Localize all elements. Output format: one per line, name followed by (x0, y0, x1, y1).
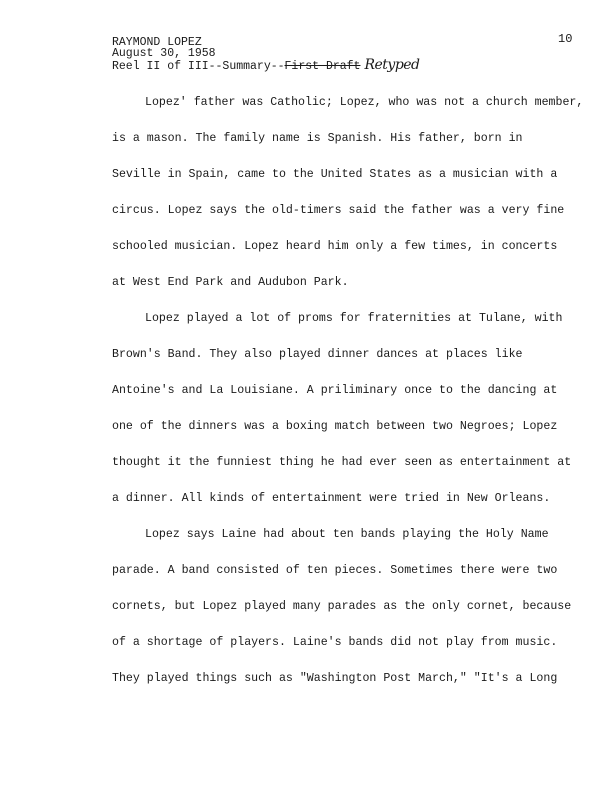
text-line: Lopez says Laine had about ten bands playing the Holy Name (145, 528, 549, 541)
handwritten-note: Retyped (364, 57, 420, 73)
text-line: at West End Park and Audubon Park. (112, 276, 349, 289)
text-line: is a mason. The family name is Spanish. His father, born in (112, 132, 523, 145)
text-line: They played things such as "Washington Post March," "It's a Long (112, 672, 558, 685)
text-line: parade. A band consisted of ten pieces. Sometimes there were two (112, 564, 558, 577)
text-line: schooled musician. Lopez heard him only a few times, in concerts (112, 240, 558, 253)
text-line: one of the dinners was a boxing match between two Negroes; Lopez (112, 420, 558, 433)
text-line: cornets, but Lopez played many parades as the only cornet, because (112, 600, 572, 613)
text-line: thought it the funniest thing he had ever seen as entertainment at (112, 456, 572, 469)
struck-draft-label: First Draft (284, 60, 361, 73)
text-line: Antoine's and La Louisiane. A priliminary once to the dancing at (112, 384, 558, 397)
text-line: of a shortage of players. Laine's bands did not play from music. (112, 636, 558, 649)
header-name: RAYMOND LOPEZ (112, 36, 202, 49)
text-line: circus. Lopez says the old-timers said the father was a very fine (112, 204, 565, 217)
text-line: Brown's Band. They also played dinner dances at places like (112, 348, 523, 361)
text-line: Lopez played a lot of proms for fraternities at Tulane, with (145, 312, 563, 325)
text-line: Lopez' father was Catholic; Lopez, who was not a church member, (145, 96, 584, 109)
page-number: 10 (558, 32, 573, 46)
reel-label: Reel II of III--Summary-- (112, 60, 285, 73)
header-reel (112, 59, 420, 73)
text-line: a dinner. All kinds of entertainment were tried in New Orleans. (112, 492, 551, 505)
text-line: Seville in Spain, came to the United States as a musician with a (112, 168, 558, 181)
header-date: August 30, 1958 (112, 47, 216, 60)
